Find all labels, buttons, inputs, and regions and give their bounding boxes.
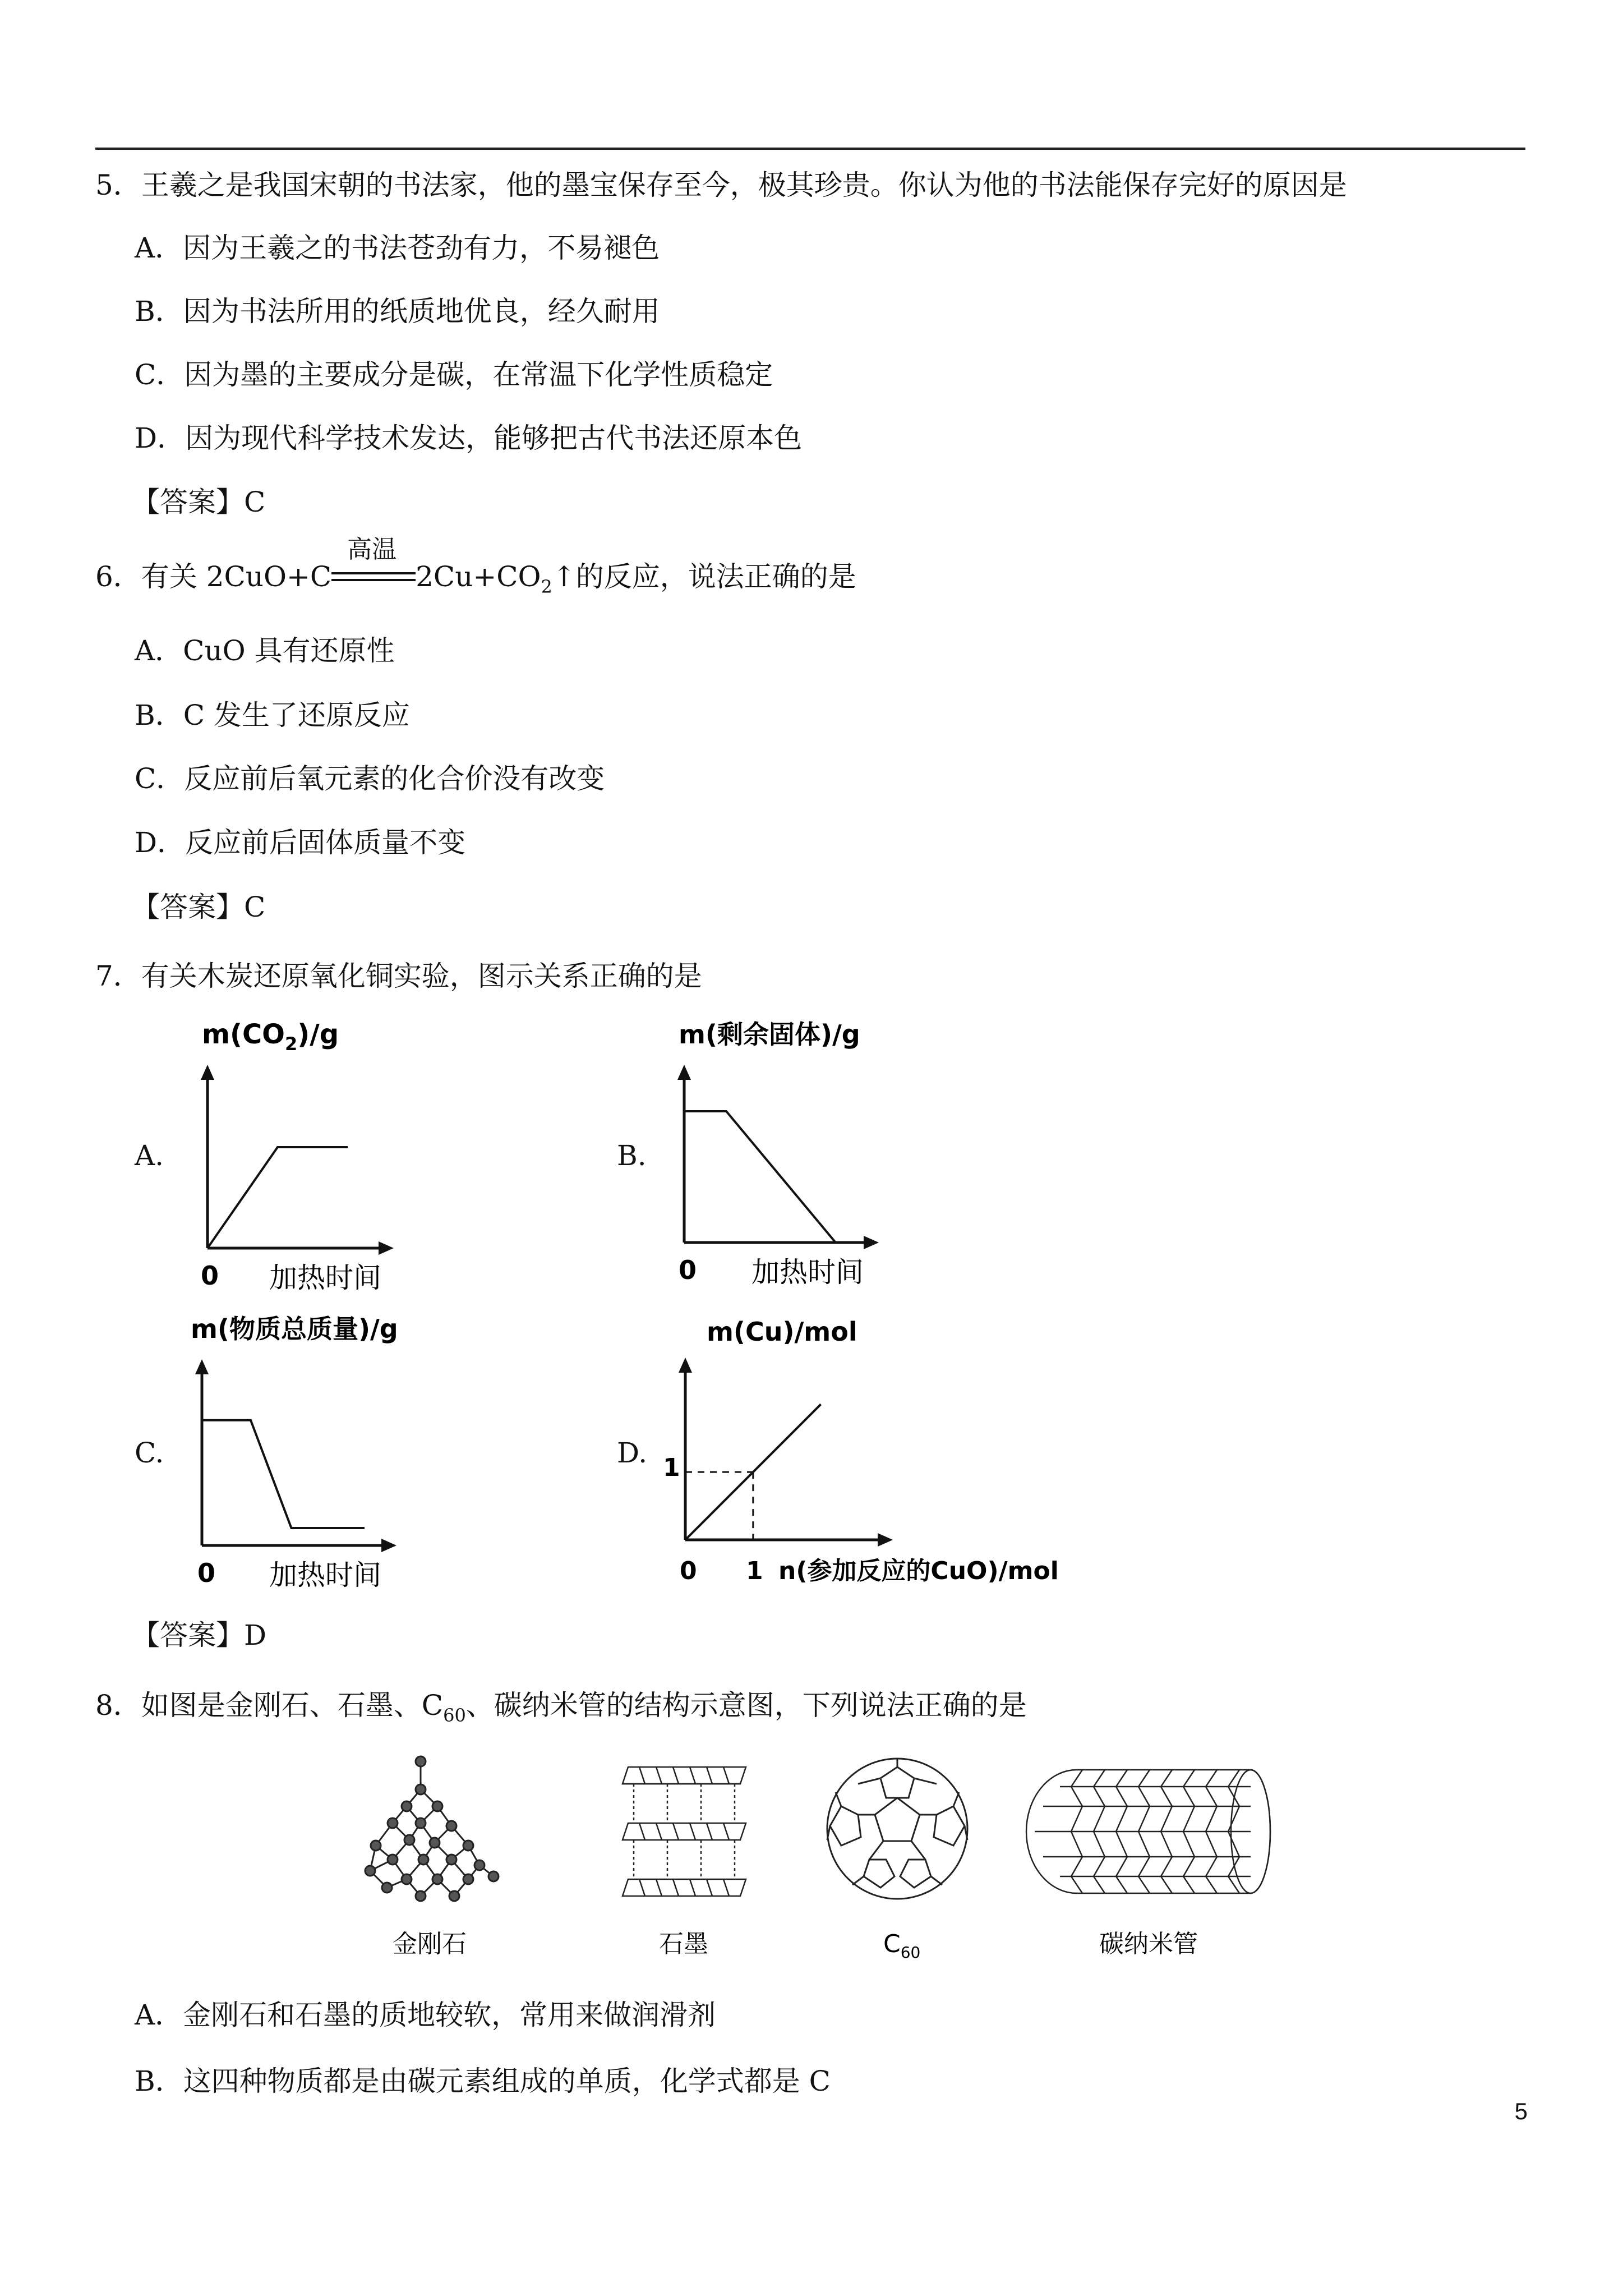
chart-b-ylabel: m(剩余固体)/g	[679, 1019, 860, 1050]
chart-d-xtick: 1	[746, 1557, 763, 1585]
q5-option-a: A．因为王羲之的书法苍劲有力，不易褪色	[135, 232, 660, 264]
graphite-caption: 石墨	[659, 1930, 708, 1958]
q6-product-sub: 2	[541, 576, 552, 597]
chart-b-label: B.	[617, 1139, 647, 1172]
q6-option-d: D．反应前后固体质量不变	[135, 826, 466, 859]
equals-line-bottom	[331, 579, 416, 581]
q5-stem: 5．王羲之是我国宋朝的书法家，他的墨宝保存至今，极其珍贵。你认为他的书法能保存完好的原因是	[95, 169, 1347, 201]
chart-d-xlabel: n(参加反应的CuO)/mol	[778, 1557, 1059, 1585]
header-rule	[95, 148, 1525, 150]
q8-option-b: B．这四种物质都是由碳元素组成的单质，化学式都是 C	[135, 2065, 831, 2097]
q7-stem: 7．有关木炭还原氧化铜实验，图示关系正确的是	[95, 960, 702, 992]
chart-d-origin: 0	[680, 1557, 697, 1585]
chart-a	[185, 1010, 454, 1301]
chart-c-xlabel: 加热时间	[269, 1559, 381, 1591]
nanotube-structure	[1026, 1770, 1270, 1893]
q8-stem-pre: 8．如图是金刚石、石墨、C	[95, 1689, 444, 1722]
chart-c-label: C.	[135, 1437, 164, 1469]
diamond-structure	[365, 1756, 499, 1901]
chart-c-ylabel: m(物质总质量)/g	[191, 1314, 398, 1344]
q5-answer: 【答案】C	[132, 486, 266, 518]
diamond-caption: 金刚石	[393, 1930, 467, 1958]
q6-answer: 【答案】C	[132, 891, 266, 923]
q5-option-b: B．因为书法所用的纸质地优良，经久耐用	[135, 295, 660, 328]
chart-b	[667, 1010, 959, 1301]
q6-stem	[95, 535, 856, 604]
q6-condition-arrow	[331, 535, 416, 593]
chart-d-ylabel: m(Cu)/mol	[707, 1317, 857, 1347]
page-number: 5	[1514, 2098, 1528, 2124]
chart-d-ytick: 1	[663, 1453, 680, 1482]
nanotube-caption: 碳纳米管	[1099, 1930, 1198, 1958]
q6-prefix: 6．有关 2CuO+C	[95, 560, 332, 593]
chart-c-line	[202, 1420, 365, 1528]
chart-c-x-arrow	[381, 1539, 396, 1552]
q6-product: 2Cu+CO	[416, 560, 541, 593]
q6-option-b: B．C 发生了还原反应	[135, 699, 410, 731]
chart-c-y-arrow	[195, 1359, 209, 1374]
chart-b-xlabel: 加热时间	[751, 1256, 864, 1289]
chart-a-label: A.	[135, 1139, 164, 1172]
chart-b-line	[684, 1111, 836, 1243]
q6-option-c: C．反应前后氧元素的化合价没有改变	[135, 762, 605, 795]
q7-answer: 【答案】D	[132, 1619, 267, 1651]
chart-c	[185, 1304, 454, 1602]
q6-option-a: A．CuO 具有还原性	[135, 634, 395, 667]
chart-a-xlabel: 加热时间	[269, 1262, 381, 1294]
q8-stem-sub: 60	[443, 1705, 466, 1726]
chart-b-y-arrow	[677, 1065, 691, 1080]
carbon-structures-figure	[353, 1745, 1284, 1969]
q8-option-a: A．金刚石和石墨的质地较软，常用来做润滑剂	[135, 1999, 716, 2031]
chart-d-line	[685, 1404, 821, 1540]
chart-a-ylabel: $m(CO_2)/g$	[202, 1019, 339, 1055]
graphite-structure	[623, 1767, 746, 1896]
chart-a-origin: 0	[201, 1260, 219, 1291]
chart-a-x-arrow	[379, 1241, 394, 1255]
chart-d-x-arrow	[878, 1533, 893, 1547]
chart-b-origin: 0	[679, 1255, 697, 1285]
q6-suffix: ↑的反应，说法正确的是	[552, 560, 856, 593]
q6-condition: 高温	[347, 535, 397, 564]
c60-structure	[827, 1759, 967, 1899]
chart-d-y-arrow	[679, 1358, 692, 1373]
q8-stem-post: 、碳纳米管的结构示意图，下列说法正确的是	[465, 1689, 1027, 1722]
q8-stem	[95, 1688, 1027, 1732]
chart-d	[651, 1304, 1088, 1602]
equals-line-top	[331, 572, 416, 574]
chart-d-label: D.	[617, 1437, 648, 1469]
chart-b-x-arrow	[864, 1236, 879, 1249]
q5-option-d: D．因为现代科学技术发达，能够把古代书法还原本色	[135, 422, 803, 454]
c60-caption: $C_{60}$	[883, 1930, 921, 1962]
chart-a-y-arrow	[201, 1065, 214, 1080]
chart-a-line	[208, 1147, 348, 1248]
chart-c-origin: 0	[197, 1558, 216, 1588]
q5-option-c: C．因为墨的主要成分是碳，在常温下化学性质稳定	[135, 358, 773, 391]
